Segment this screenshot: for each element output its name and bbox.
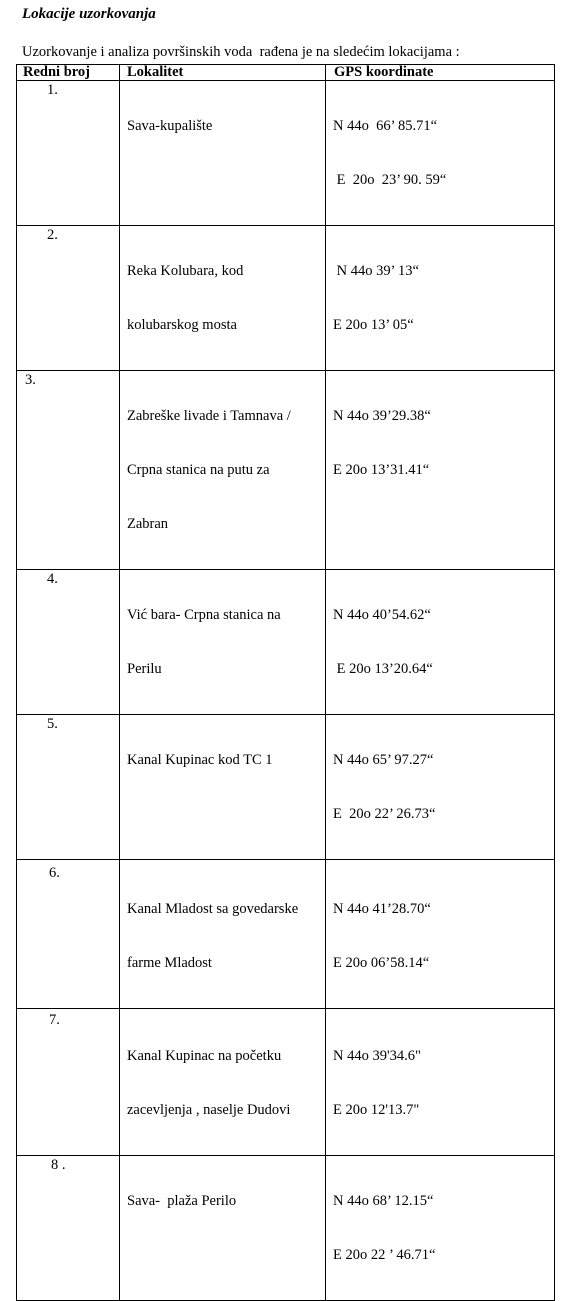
header-lokalitet: Lokalitet [120, 65, 326, 81]
location-line: Perilu [127, 661, 162, 677]
location-cell [120, 1009, 326, 1156]
row-number: 8 . [17, 1156, 120, 1301]
header-redni-broj: Redni broj [17, 65, 120, 81]
table-row [17, 1009, 555, 1156]
gps-latitude: N 44o 41’28.70“ [333, 901, 431, 917]
header-gps-koordinate: GPS koordinate [326, 65, 555, 81]
table-row [17, 81, 555, 226]
gps-cell [326, 81, 555, 226]
table-row [17, 371, 555, 570]
table-row [17, 715, 555, 860]
gps-longitude: E 20o 12'13.7" [333, 1102, 420, 1118]
gps-longitude: E 20o 13’20.64“ [333, 661, 433, 677]
gps-cell [326, 860, 555, 1009]
gps-longitude: E 20o 06’58.14“ [333, 955, 430, 971]
location-line: Reka Kolubara, kod [127, 263, 244, 279]
location-line: Zabreške livade i Tamnava / [127, 408, 291, 424]
gps-longitude: E 20o 13’ 05“ [333, 317, 414, 333]
location-cell [120, 371, 326, 570]
gps-cell [326, 371, 555, 570]
table-row [17, 860, 555, 1009]
table-row [17, 1156, 555, 1301]
gps-cell [326, 226, 555, 371]
location-line: Zabran [127, 516, 169, 532]
location-cell [120, 715, 326, 860]
gps-longitude: E 20o 22’ 26.73“ [333, 806, 436, 822]
gps-cell [326, 715, 555, 860]
location-line: Crpna stanica na putu za [127, 462, 270, 478]
location-cell [120, 226, 326, 371]
gps-latitude: N 44o 65’ 97.27“ [333, 752, 434, 768]
row-number: 6. [17, 860, 120, 1009]
location-cell [120, 860, 326, 1009]
location-cell [120, 1156, 326, 1301]
gps-latitude: N 44o 68’ 12.15“ [333, 1193, 434, 1209]
gps-latitude: N 44o 40’54.62“ [333, 607, 431, 623]
row-number: 7. [17, 1009, 120, 1156]
gps-latitude: N 44o 39’ 13“ [333, 263, 419, 279]
location-line: Sava-kupalište [127, 118, 213, 134]
gps-cell [326, 570, 555, 715]
location-cell [120, 81, 326, 226]
gps-latitude: N 44o 66’ 85.71“ [333, 118, 438, 134]
location-line: zacevljenja , naselje Dudovi [127, 1102, 291, 1118]
gps-longitude: E 20o 23’ 90. 59“ [333, 172, 447, 188]
location-cell [120, 570, 326, 715]
intro-paragraph: Uzorkovanje i analiza površinskih voda rađena je na sledećim lokacijama : [22, 44, 460, 60]
location-line: Vić bara- Crpna stanica na [127, 607, 281, 623]
gps-cell [326, 1156, 555, 1301]
gps-latitude: N 44o 39'34.6" [333, 1048, 421, 1064]
row-number: 2. [17, 226, 120, 371]
location-line: kolubarskog mosta [127, 317, 237, 333]
location-line: Kanal Kupinac kod TC 1 [127, 752, 273, 768]
gps-longitude: E 20o 22 ’ 46.71“ [333, 1247, 436, 1263]
row-number: 3. [17, 371, 120, 570]
location-line: Kanal Mladost sa govedarske [127, 901, 299, 917]
document-title: Lokacije uzorkovanja [22, 6, 156, 22]
row-number: 1. [17, 81, 120, 226]
row-number: 4. [17, 570, 120, 715]
gps-longitude: E 20o 13’31.41“ [333, 462, 430, 478]
gps-latitude: N 44o 39’29.38“ [333, 408, 431, 424]
table-row [17, 570, 555, 715]
table-header-row [17, 65, 555, 81]
locations-table [16, 64, 555, 1301]
table-row [17, 226, 555, 371]
gps-cell [326, 1009, 555, 1156]
location-line: Kanal Kupinac na početku [127, 1048, 282, 1064]
location-line: Sava- plaža Perilo [127, 1193, 237, 1209]
location-line: farme Mladost [127, 955, 212, 971]
row-number: 5. [17, 715, 120, 860]
